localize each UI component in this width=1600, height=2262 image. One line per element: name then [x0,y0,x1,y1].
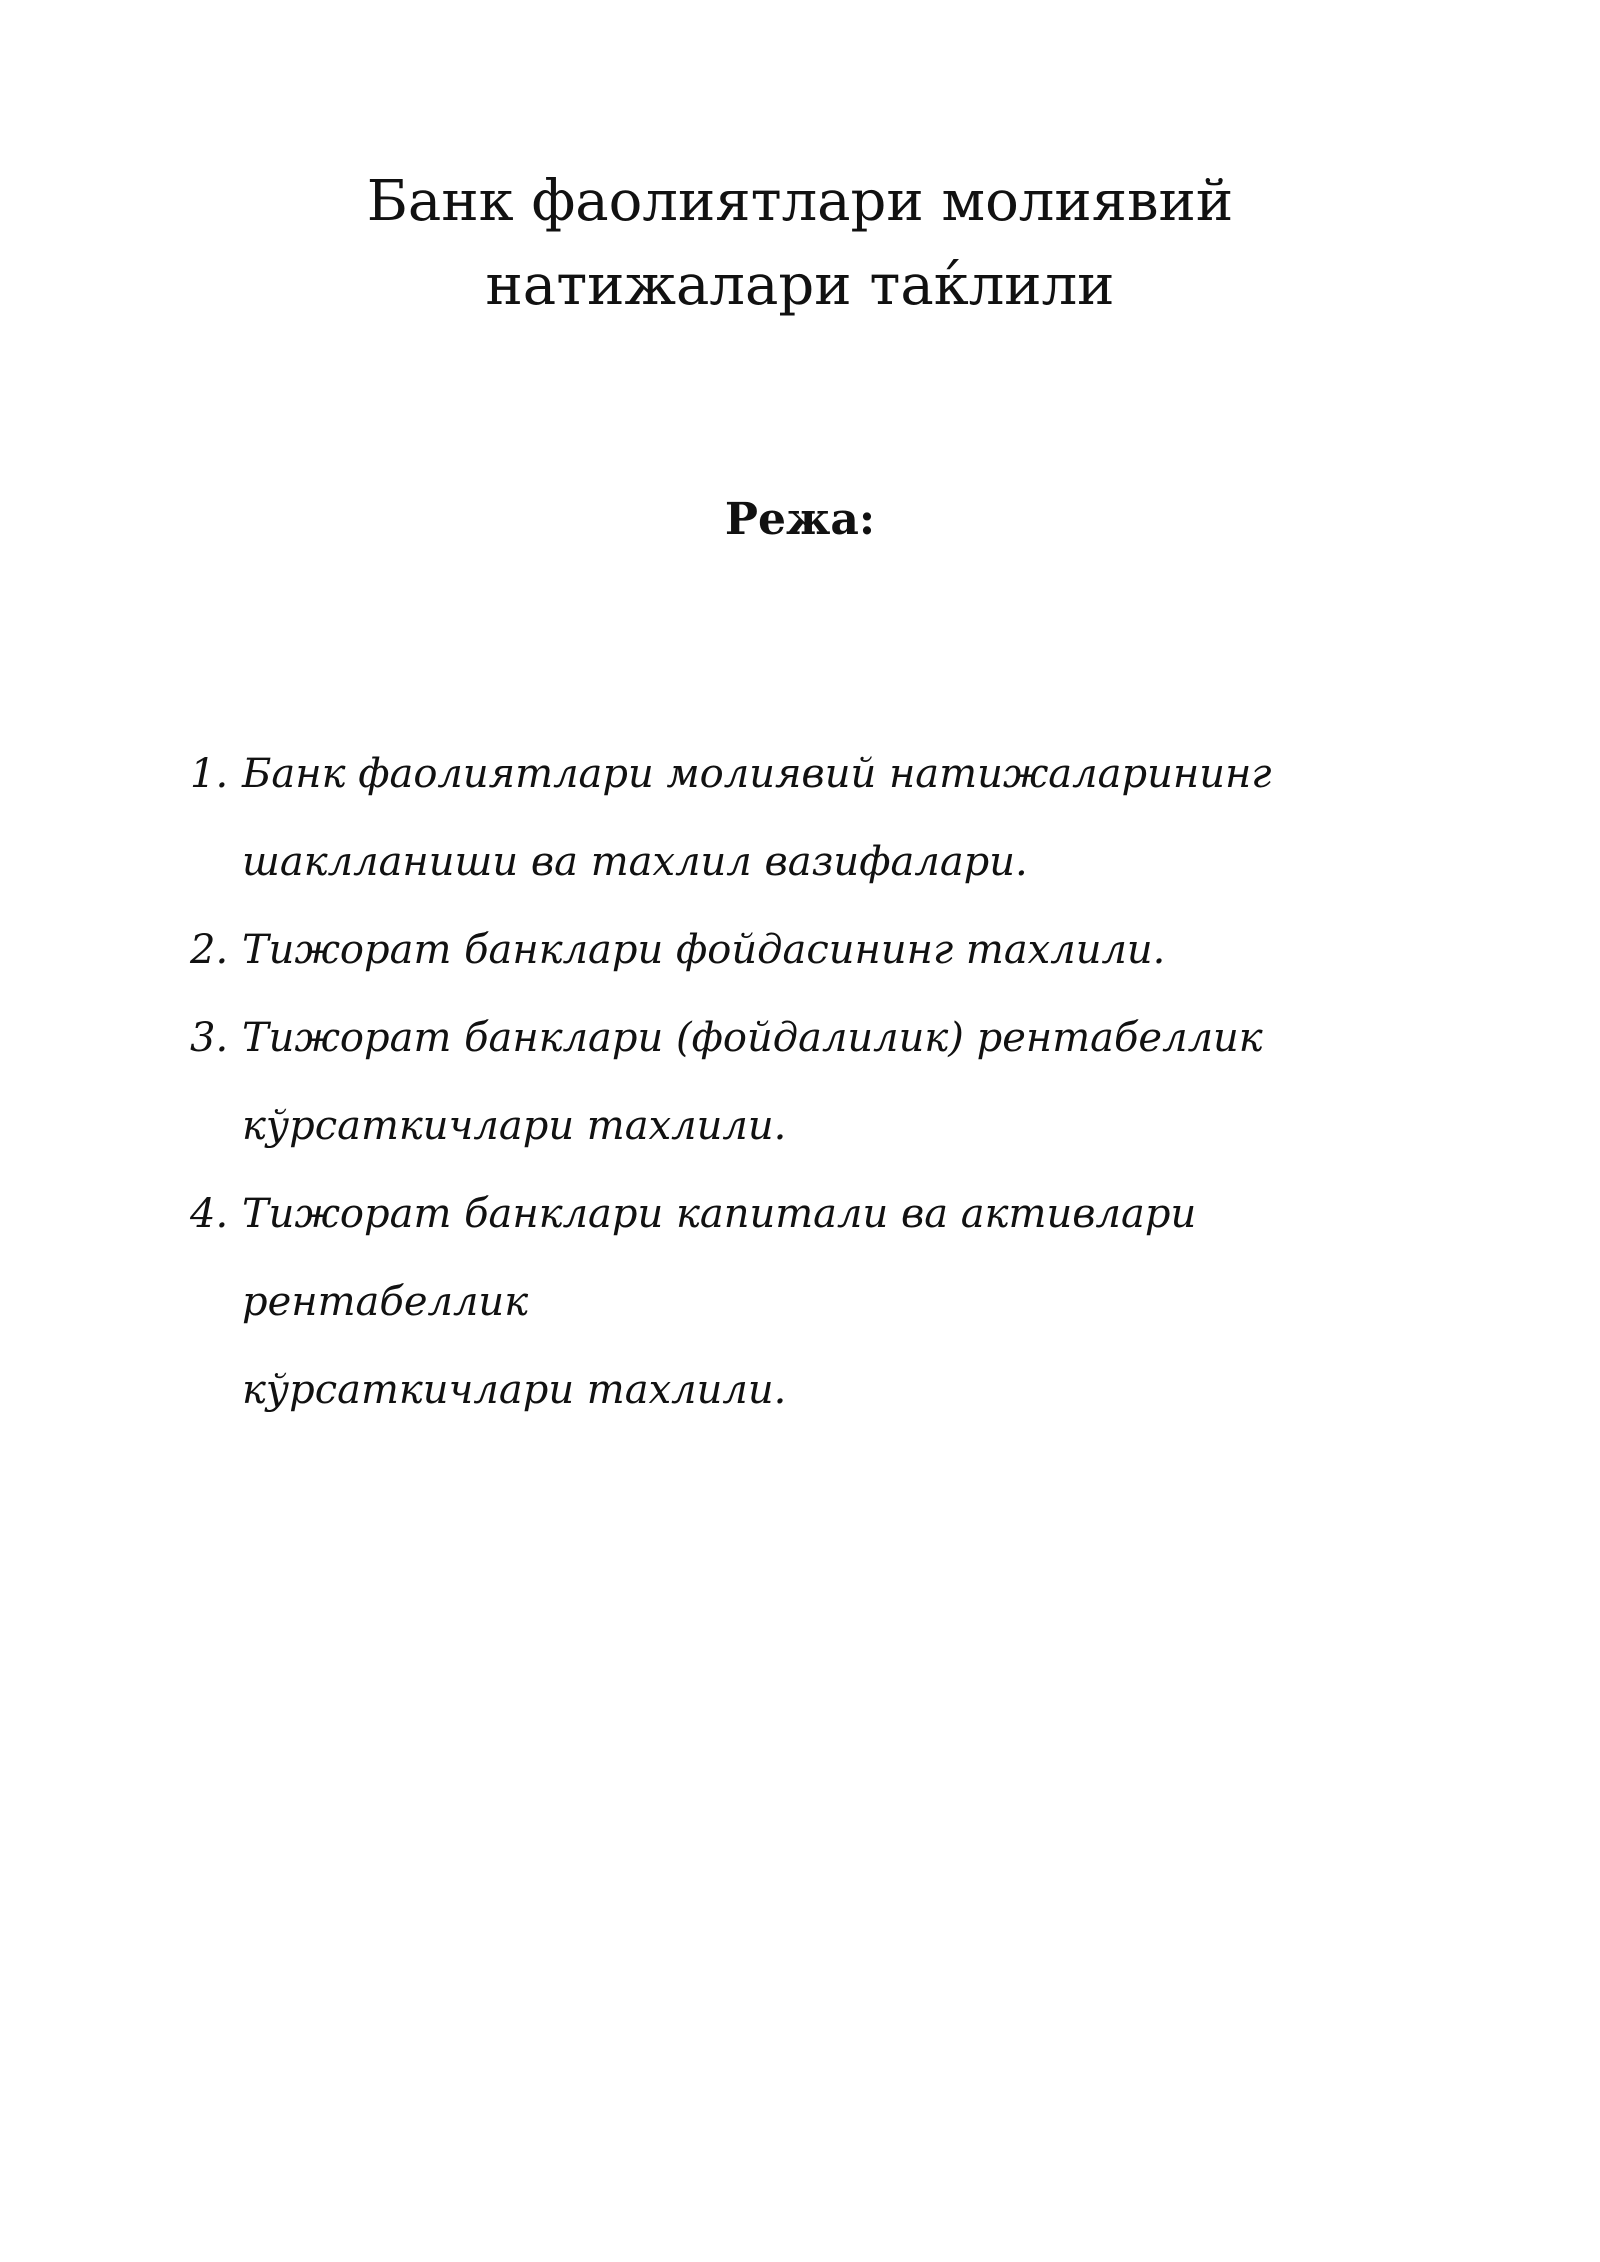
document-title [0,160,1600,328]
plan-item-text-line-2: кўрсаткичлари тахлили. [242,1367,787,1413]
plan-item-number: 4. [190,1191,229,1237]
plan-heading: Режа: [724,494,876,545]
plan-item-number: 1. [190,751,229,797]
plan-item-1 [190,730,1490,906]
plan-item-text-line-2: шаклланиши ва тахлил вазифалари. [242,839,1028,885]
plan-item-3 [190,994,1490,1170]
plan-item-number: 2. [190,927,229,973]
document-title-line-2: натижалари таќлили [485,253,1115,318]
plan-item-text-line-2: кўрсаткичлари тахлили. [242,1103,787,1149]
plan-item-2 [190,906,1490,994]
plan-item-text-line-1: Банк фаолиятлари молиявий натижаларининг [242,751,1272,797]
document-title-line-1: Банк фаолиятлари молиявий [366,169,1234,234]
plan-item-number: 3. [190,1015,229,1061]
plan-item-text-line-1: Тижорат банклари фойдасининг тахлили. [242,927,1166,973]
plan-item-text-line-1: Тижорат банклари капитали ва активлари рентабеллик [242,1191,1197,1325]
plan-list [190,730,1490,1434]
plan-item-4 [190,1170,1490,1434]
plan-item-text-line-1: Тижорат банклари (фойдалилик) рентабеллик [242,1015,1263,1061]
